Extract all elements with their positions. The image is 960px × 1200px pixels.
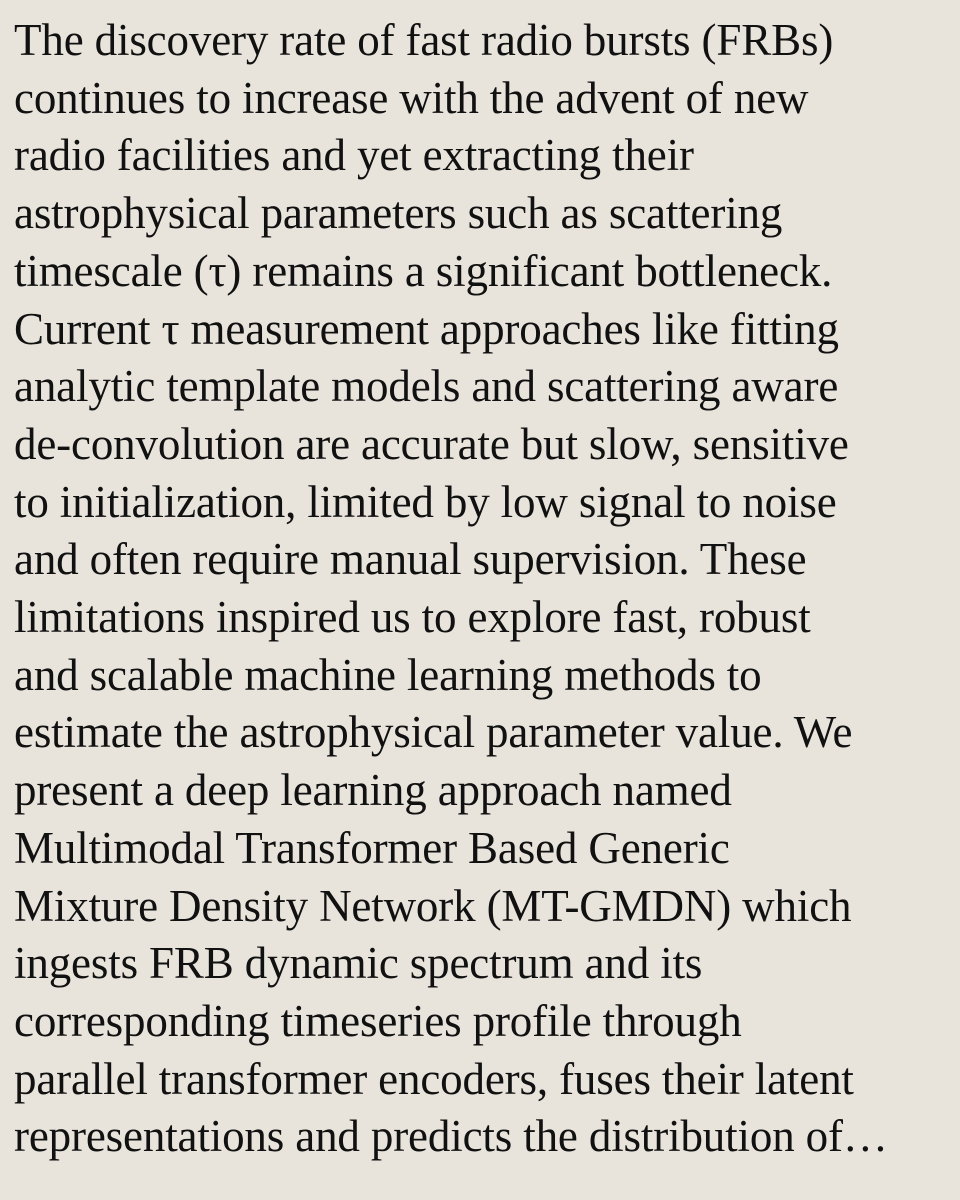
abstract-line: and scalable machine learning methods to <box>14 649 762 700</box>
abstract-line: timescale (τ) remains a significant bottleneck. <box>14 245 833 296</box>
abstract-line: analytic template models and scattering aware <box>14 361 839 412</box>
abstract-line: de-convolution are accurate but slow, sensitive <box>14 418 849 469</box>
abstract-line: to initialization, limited by low signal to noise <box>14 476 837 527</box>
abstract-line: radio facilities and yet extracting their <box>14 130 694 181</box>
abstract-line: and often require manual supervision. These <box>14 534 807 585</box>
abstract-line: astrophysical parameters such as scattering <box>14 188 783 239</box>
abstract-line: corresponding timeseries profile through <box>14 995 742 1046</box>
abstract-line: Multimodal Transformer Based Generic <box>14 822 730 873</box>
abstract-line: The discovery rate of fast radio bursts (FRBs) <box>14 15 834 65</box>
abstract-line: limitations inspired us to explore fast, robust <box>14 592 811 643</box>
abstract-line: present a deep learning approach named <box>14 765 732 816</box>
abstract-line: ingests FRB dynamic spectrum and its <box>14 938 703 989</box>
abstract-line: continues to increase with the advent of new <box>14 72 809 123</box>
abstract-line: parallel transformer encoders, fuses their latent <box>14 1053 854 1104</box>
abstract-line: representations and predicts the distribution of… <box>14 1111 888 1162</box>
abstract-line: Current τ measurement approaches like fitting <box>14 303 839 354</box>
abstract-text <box>14 12 950 1166</box>
abstract-line: estimate the astrophysical parameter value. We <box>14 707 853 758</box>
abstract-line: Mixture Density Network (MT-GMDN) which <box>14 880 852 931</box>
